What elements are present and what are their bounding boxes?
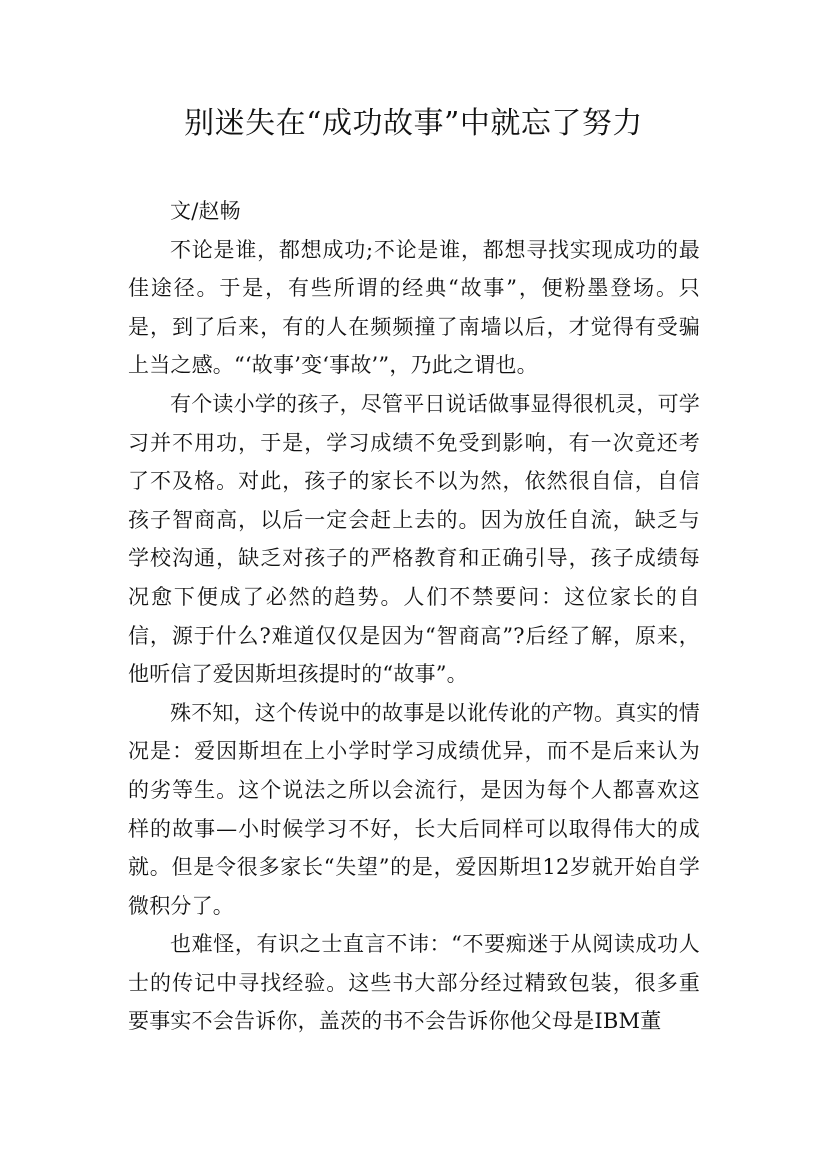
- paragraph-2: 有个读小学的孩子，尽管平日说话做事显得很机灵，可学习并不用功，于是，学习成绩不免受到影响，有一次竟还考了不及格。对此，孩子的家长不以为然，依然很自信，自信孩子智商高，以后一定会赶上去的。因为放任自流，缺乏与学校沟通，缺乏对孩子的严格教育和正确引导，孩子成绩每况愈下便成了必然的趋势。人们不禁要问：这位家长的自信，源于什么?难道仅仅是因为“智商高”?后经了解，原来，他听信了爱因斯坦孩提时的“故事”。: [128, 391, 700, 687]
- article-title: 别迷失在“成功故事”中就忘了努力: [184, 106, 643, 141]
- article-body: [128, 192, 700, 1041]
- author-line: 文/赵畅: [170, 199, 241, 223]
- paragraph-4: 也难怪，有识之士直言不讳：“不要痴迷于从阅读成功人士的传记中寻找经验。这些书大部分经过精致包装，很多重要事实不会告诉你，盖茨的书不会告诉你他父母是IBM董: [128, 932, 700, 1034]
- paragraph-3: 殊不知，这个传说中的故事是以讹传讹的产物。真实的情况是：爱因斯坦在上小学时学习成绩优异，而不是后来认为的劣等生。这个说法之所以会流行，是因为每个人都喜欢这样的故事—小时候学习不好，长大后同样可以取得伟大的成就。但是令很多家长“失望”的是，爱因斯坦12岁就开始自学微积分了。: [128, 700, 700, 918]
- paragraph-1: 不论是谁，都想成功;不论是谁，都想寻找实现成功的最佳途径。于是，有些所谓的经典“故事”，便粉墨登场。只是，到了后来，有的人在频频撞了南墙以后，才觉得有受骗上当之感。“‘故事’变‘事故’”，乃此之谓也。: [128, 237, 700, 378]
